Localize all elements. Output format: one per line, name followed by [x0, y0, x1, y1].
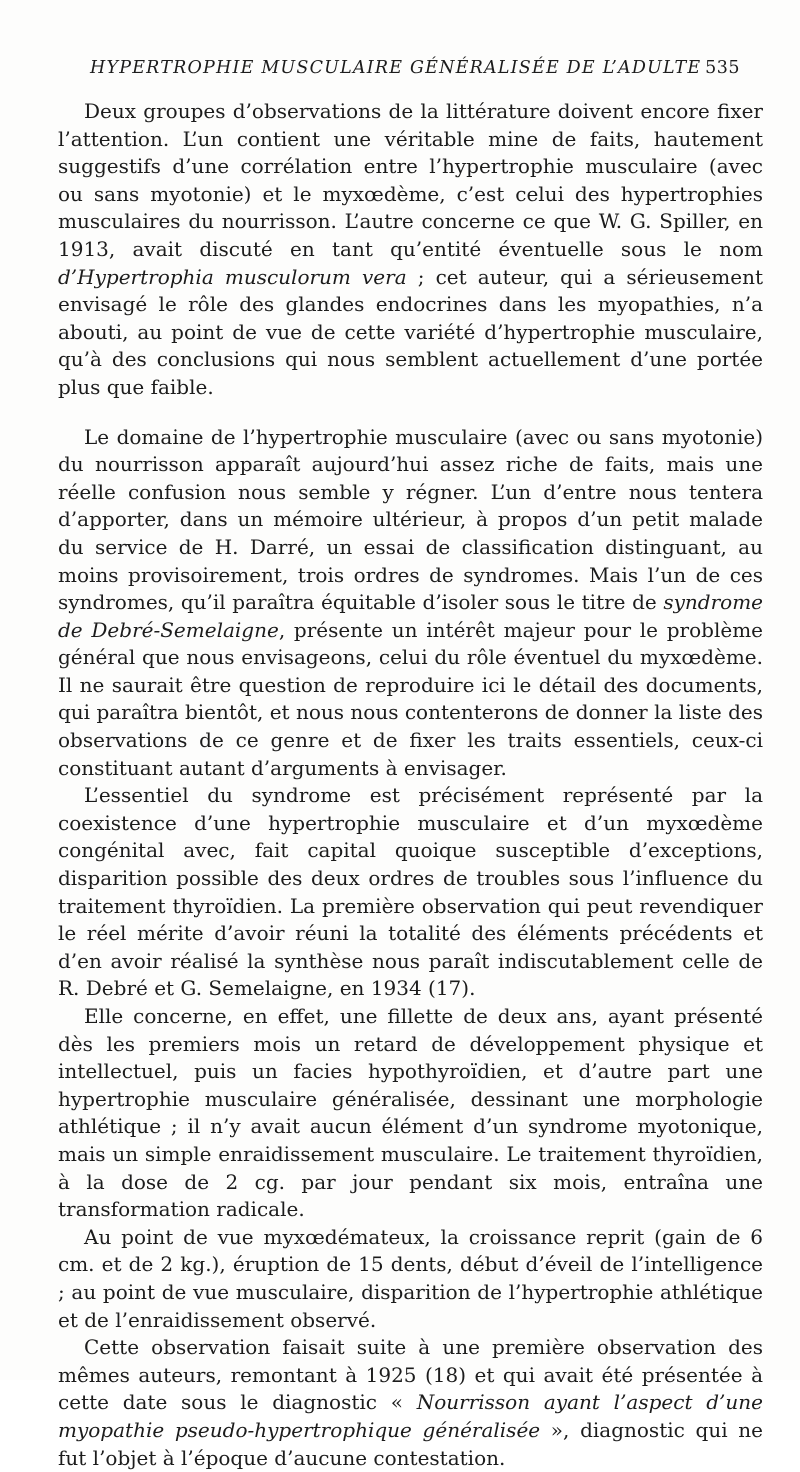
paragraph-1-italic: d’Hypertrophia musculorum vera — [58, 264, 407, 289]
paragraph-1 — [58, 98, 763, 402]
paragraph-6 — [58, 1334, 763, 1472]
page-number: 535 — [705, 58, 740, 78]
paragraph-1-text: Deux groupes d’observations de la littérature doivent encore fixer l’attention. L’un contient une véritable mine de faits, hautement suggestifs d’une corrélation entre l’hypertrophie musculaire (avec ou sans myotonie) et le myxœdème, c’est celui des hypertrophies musculaires du nourrisson. L’autre concerne ce que W. G. Spiller, en 1913, avait discuté en tant qu’entité éventuelle sous le nom — [58, 99, 763, 261]
paragraph-2 — [58, 424, 763, 783]
running-head — [90, 58, 740, 88]
paragraph-1-text-end: ; cet auteur, qui a sérieusement envisagé le rôle des glandes endocrines dans les myopathies, n’a abouti, au point de vue de cette variété d’hypertrophie musculaire, qu’à des conclusions qui nous semblent actuellement d’une portée plus que faible. — [58, 264, 763, 399]
paragraph-2-text-end: , présente un intérêt majeur pour le problème général que nous envisageons, celui du rôle éventuel du myxœdème. Il ne saurait être question de reproduire ici le détail des documents, qui paraîtra bientôt, et nous nous contenterons de donner la liste des observations de ce genre et de fixer les traits essentiels, ceux-ci constituant autant d’arguments à envisager. — [58, 617, 763, 780]
paragraph-2-text: Le domaine de l’hypertrophie musculaire (avec ou sans myotonie) du nourrisson apparaît aujourd’hui assez riche de faits, mais une réelle confusion nous semble y régner. L’un d’entre nous tentera d’apporter, dans un mémoire ultérieur, à propos d’un petit malade du service de H. Darré, un essai de classification distinguant, au moins provisoirement, trois ordres de syndromes. Mais l’un de ces syndromes, qu’il paraîtra équitable d’isoler sous le titre de — [58, 424, 763, 615]
paragraph-6-text-end: », diagnostic qui ne fut l’objet à l’époque d’aucune contestation. — [58, 1417, 763, 1470]
paragraph-6-text: Cette observation faisait suite à une première observation des mêmes auteurs, remontant à 1925 (18) et qui avait été présentée à cette date sous le diagnostic « — [58, 1335, 763, 1415]
paragraph-5: Au point de vue myxœdémateux, la croissance reprit (gain de 6 cm. et de 2 kg.), éruption de 15 dents, début d’éveil de l’intelligence ; au point de vue musculaire, disparition de l’hypertrophie athlétique et de l’enraidissement observé. — [58, 1224, 763, 1332]
paragraph-3: L’essentiel du syndrome est précisément représenté par la coexistence d’une hypertrophie musculaire et d’un myxœdème congénital avec, fait capital quoique susceptible d’exceptions, disparition possible des deux ordres de troubles sous l’influence du traitement thyroïdien. La première observation qui peut revendiquer le réel mérite d’avoir réuni la totalité des éléments précédents et d’en avoir réalisé la synthèse nous paraît indiscutablement celle de R. Debré et G. Semelaigne, en 1934 (17). — [58, 783, 763, 1001]
paragraph-4: Elle concerne, en effet, une fillette de deux ans, ayant présenté dès les premiers mois un retard de développement physique et intellectuel, puis un facies hypothyroïdien, et d’autre part une hypertrophie musculaire généralisée, dessinant une morphologie athlétique ; il n’y avait aucun élément d’un syndrome myotonique, mais un simple enraidissement musculaire. Le traitement thyroïdien, à la dose de 2 cg. par jour pendant six mois, entraîna une transformation radicale. — [58, 1004, 763, 1222]
paragraph-6-italic: Nourrisson ayant l’aspect d’une myopathie pseudo-hypertrophique généralisée — [58, 1390, 763, 1442]
paragraph-2-italic: syndrome de Debré-Semelaigne — [58, 590, 763, 642]
running-title: HYPERTROPHIE MUSCULAIRE GÉNÉRALISÉE DE L’ADULTE — [90, 58, 702, 78]
body-text — [58, 98, 763, 1472]
